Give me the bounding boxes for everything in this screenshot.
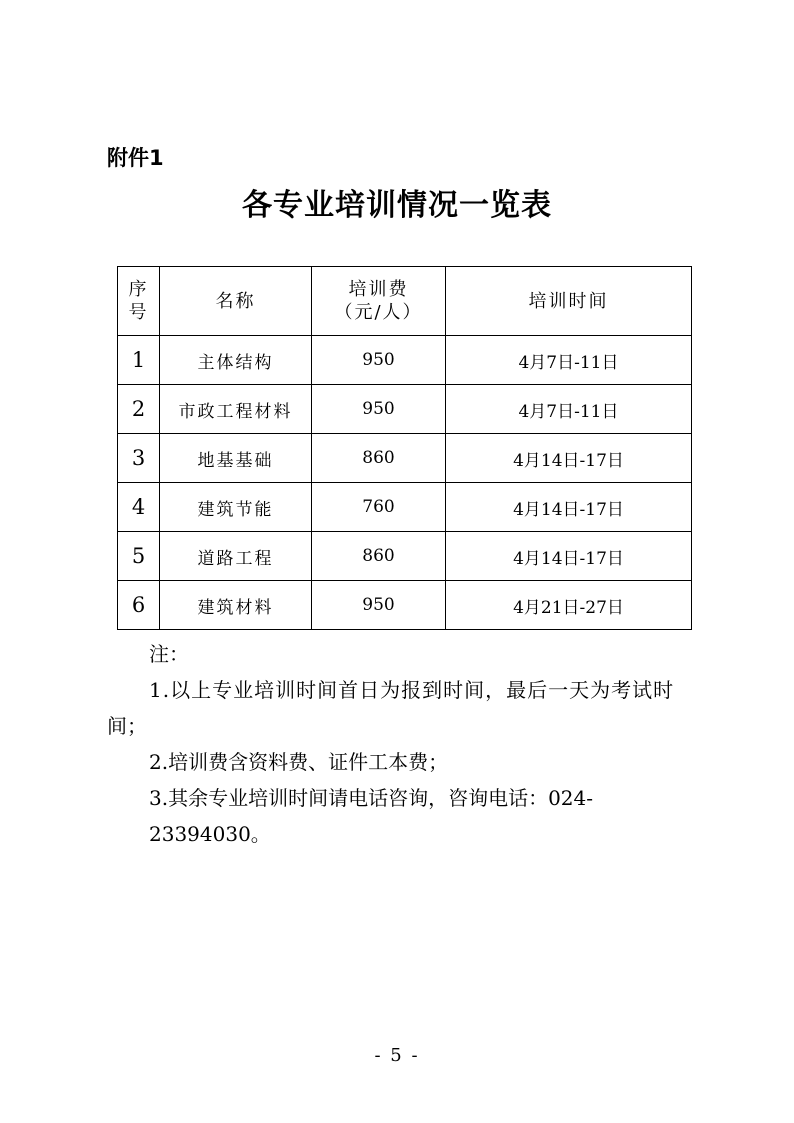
table-row (118, 483, 692, 532)
column-header-time: 培训时间 (446, 267, 692, 336)
notes-section (107, 636, 707, 852)
column-header-index-line1: 序 (128, 279, 149, 300)
note-1-line-1: 1.以上专业培训时间首日为报到时间，最后一天为考试时 (149, 678, 675, 702)
row-index: 4 (118, 483, 160, 532)
page-number: - 5 - (374, 1045, 420, 1066)
row-name: 道路工程 (160, 532, 312, 581)
row-fee: 950 (312, 385, 446, 434)
row-index: 2 (118, 385, 160, 434)
row-name: 建筑材料 (160, 581, 312, 630)
row-name: 市政工程材料 (160, 385, 312, 434)
row-name: 地基基础 (160, 434, 312, 483)
row-index: 5 (118, 532, 160, 581)
row-index: 6 (118, 581, 160, 630)
attachment-label: 附件1 (107, 146, 164, 170)
row-name: 建筑节能 (160, 483, 312, 532)
note-1-line-2: 间； (107, 714, 147, 738)
row-time: 4月14日-17日 (446, 434, 692, 483)
row-fee: 860 (312, 434, 446, 483)
row-time: 4月7日-11日 (446, 336, 692, 385)
row-time: 4月7日-11日 (446, 385, 692, 434)
row-index: 1 (118, 336, 160, 385)
table-row (118, 336, 692, 385)
table-row (118, 532, 692, 581)
row-fee: 950 (312, 581, 446, 630)
column-header-name: 名称 (160, 267, 312, 336)
table-row (118, 581, 692, 630)
training-table (117, 266, 692, 630)
row-index: 3 (118, 434, 160, 483)
column-header-fee-line1: 培训费 (348, 279, 409, 300)
row-fee: 760 (312, 483, 446, 532)
row-time: 4月14日-17日 (446, 483, 692, 532)
table-header-row (118, 267, 692, 336)
row-fee: 860 (312, 532, 446, 581)
note-3: 3.其余专业培训时间请电话咨询，咨询电话：024-23394030。 (149, 786, 594, 846)
table-row (118, 385, 692, 434)
row-time: 4月14日-17日 (446, 532, 692, 581)
row-fee: 950 (312, 336, 446, 385)
table-row (118, 434, 692, 483)
row-name: 主体结构 (160, 336, 312, 385)
column-header-index (118, 267, 160, 336)
row-time: 4月21日-27日 (446, 581, 692, 630)
notes-heading: 注： (149, 642, 189, 666)
column-header-fee (312, 267, 446, 336)
note-2: 2.培训费含资料费、证件工本费； (149, 750, 449, 774)
column-header-fee-line2: （元/人） (334, 302, 423, 323)
column-header-index-line2: 号 (128, 302, 149, 323)
document-title: 各专业培训情况一览表 (242, 188, 552, 223)
